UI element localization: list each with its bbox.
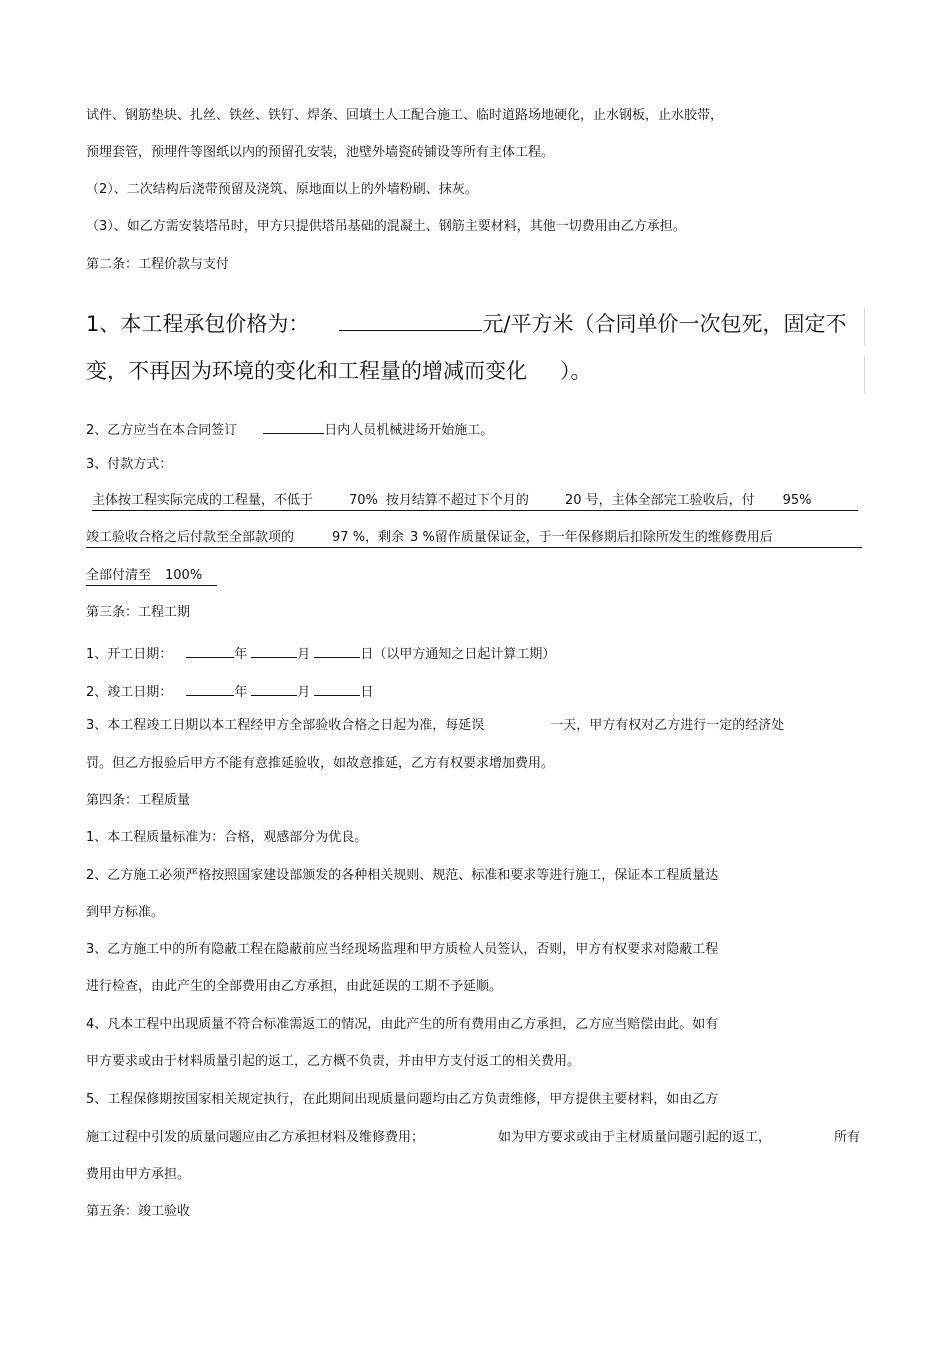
- price-close: ）。: [560, 359, 592, 383]
- completion-date-line: [86, 681, 373, 701]
- section-heading-article-3: 第三条：工程工期: [86, 605, 191, 620]
- year-blank: [186, 681, 234, 696]
- year-blank: [186, 643, 234, 658]
- underline: [92, 510, 858, 511]
- warranty-line: [86, 1130, 424, 1146]
- text-segment: 竣工验收合格之后付款至全部款项的: [86, 530, 295, 545]
- text-segment: 一天，甲方有权对乙方进行一定的经济处: [550, 718, 785, 733]
- text-segment: 100%: [165, 568, 203, 583]
- text-line: 到甲方标准。: [86, 905, 165, 920]
- text-segment: 3、本工程竣工日期以本工程经甲方全部验收合格之日起为准，每延误: [86, 718, 485, 733]
- text-line: 5、工程保修期按国家相关规定执行，在此期间出现质量问题均由乙方负责维修，甲方提供主要材料，如由乙方: [86, 1092, 719, 1107]
- text-segment: 月: [297, 647, 311, 662]
- contract-price-line: [86, 310, 846, 337]
- text-line: 2、乙方施工必须严格按照国家建设部颁发的各种相关规则、规范、标准和要求等进行施工，保证本工程质量达: [86, 868, 719, 883]
- text-segment: 全部付清至: [86, 568, 152, 583]
- day-blank: [314, 681, 360, 696]
- text-line: 费用由甲方承担。: [86, 1167, 191, 1182]
- text-segment: 2、乙方应当在本合同签订: [86, 423, 238, 438]
- text-segment: 70%: [349, 493, 378, 508]
- warranty-line-end: 所有: [834, 1130, 861, 1145]
- underline: [86, 585, 217, 586]
- text-segment: 主体按工程实际完成的工程量，不低于: [92, 493, 314, 508]
- text-segment: 日内人员机械进场开始施工。: [324, 423, 494, 438]
- text-segment: 日（以甲方通知之日起计算工期）: [360, 647, 556, 662]
- price-clause: 变，不再因为环境的变化和工程量的增减而变化: [86, 359, 527, 383]
- month-blank: [251, 681, 297, 696]
- delay-penalty-line: [86, 718, 784, 734]
- text-segment: 2、竣工日期：: [86, 685, 173, 700]
- section-heading-article-5: 第五条：竣工验收: [86, 1204, 191, 1219]
- text-line: 4、凡本工程中出现质量不符合标准需返工的情况，由此产生的所有费用由乙方承担，乙方应当赔偿由此。如有: [86, 1017, 719, 1032]
- text-segment: 年: [234, 685, 248, 700]
- text-segment: 月: [297, 685, 311, 700]
- price-blank: [339, 310, 482, 331]
- table-border: [864, 356, 865, 394]
- text-line: 3、乙方施工中的所有隐蔽工程在隐蔽前应当经现场监理和甲方质检人员签认，否则，甲方有权要求对隐蔽工程: [86, 942, 719, 957]
- text-segment: 95%: [782, 493, 812, 508]
- text-segment: 1、开工日期：: [86, 647, 173, 662]
- section-heading-article-4: 第四条：工程质量: [86, 793, 191, 808]
- table-border: [864, 308, 865, 346]
- warranty-line-mid: 如为甲方要求或由于主材质量问题引起的返工，: [498, 1130, 772, 1145]
- text-line: 1、本工程质量标准为：合格，观感部分为优良。: [86, 830, 368, 845]
- text-segment: 年: [234, 647, 248, 662]
- text-line: （3）、如乙方需安装塔吊时，甲方只提供塔吊基础的混凝土、钢筋主要材料，其他一切费用由乙方承担。: [86, 219, 686, 234]
- text-line: （2）、二次结构后浇带预留及浇筑、原地面以上的外墙粉刷、抹灰。: [86, 182, 478, 197]
- text-segment: 97 %，剩余: [332, 530, 405, 545]
- text-line: 预埋套管，预埋件等图纸以内的预留孔安装，池壁外墙瓷砖铺设等所有主体工程。: [86, 145, 555, 160]
- payment-line-1: [92, 493, 812, 509]
- days-blank: [263, 419, 324, 434]
- payment-method-label: 3、付款方式：: [86, 457, 173, 472]
- price-unit: 元/平方米（合同单价一次包死，固定不: [482, 312, 847, 336]
- price-label: 1、本工程承包价格为：: [86, 312, 310, 336]
- text-line: 进行检查，由此产生的全部费用由乙方承担，由此延误的工期不予延顺。: [86, 979, 503, 994]
- start-work-line: [86, 419, 493, 439]
- text-segment: 施工过程中引发的质量问题应由乙方承担材料及维修费用；: [86, 1130, 425, 1145]
- payment-line-2: [86, 530, 773, 546]
- section-heading-article-2: 第二条：工程价款与支付: [86, 257, 230, 272]
- text-line: 罚。但乙方报验后甲方不能有意推延验收，如故意推延，乙方有权要求增加费用。: [86, 756, 555, 771]
- month-blank: [251, 643, 297, 658]
- start-date-line: [86, 643, 555, 663]
- text-segment: 3 %留作质量保证金，于一年保修期后扣除所发生的维修费用后: [410, 530, 773, 545]
- text-line: 甲方要求或由于材料质量引起的返工，乙方概不负责，并由甲方支付返工的相关费用。: [86, 1054, 581, 1069]
- payment-line-3: [86, 568, 202, 584]
- underline: [86, 547, 862, 548]
- text-line: 试件、钢筋垫块、扎丝、铁丝、铁钉、焊条、回填土人工配合施工、临时道路场地硬化，止水钢板，止水胶带，: [86, 108, 724, 123]
- text-segment: 日: [360, 685, 374, 700]
- contract-price-line-2: [86, 358, 592, 384]
- text-segment: 20 号，主体全部完工验收后，付: [564, 493, 755, 508]
- text-segment: 按月结算不超过下个月的: [385, 493, 529, 508]
- day-blank: [314, 643, 360, 658]
